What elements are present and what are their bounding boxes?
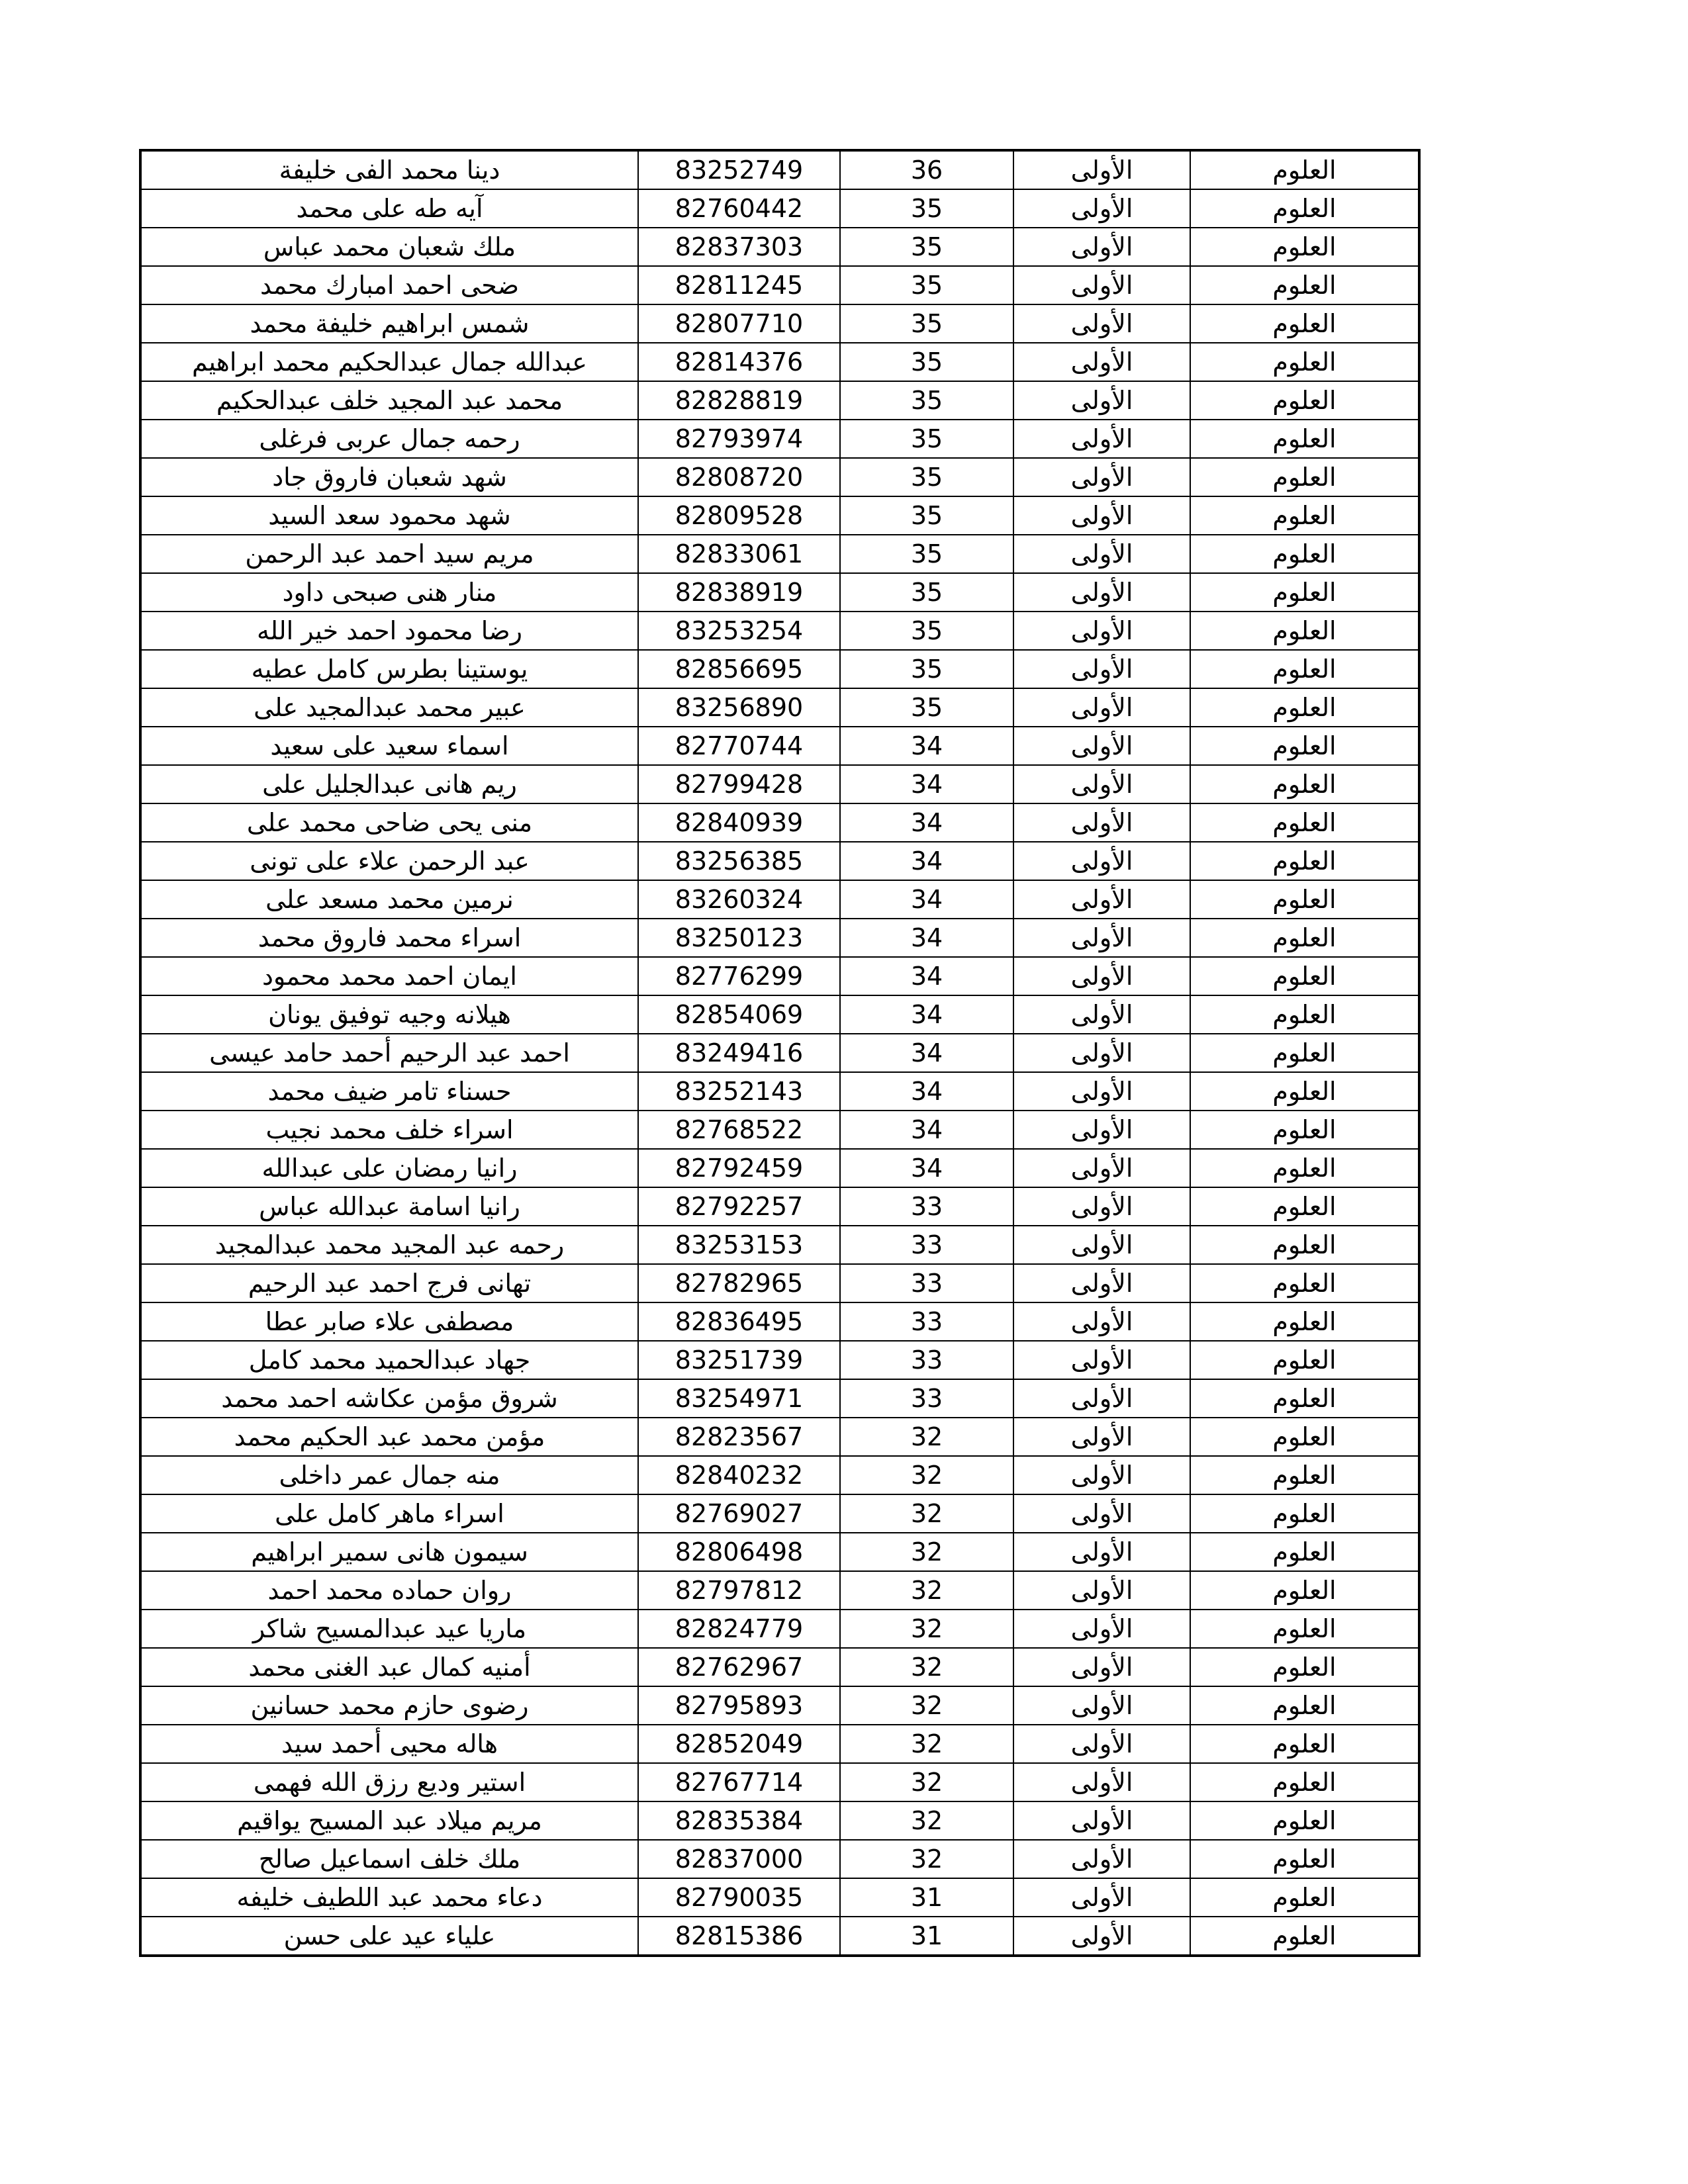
subject-cell: العلوم	[1190, 1456, 1419, 1494]
subject-cell: العلوم	[1190, 1494, 1419, 1533]
table-row	[140, 343, 1419, 381]
student-name-cell: علياء عيد على حسن	[140, 1917, 638, 1956]
subject-cell: العلوم	[1190, 803, 1419, 842]
table-row	[140, 458, 1419, 496]
seat-number-cell: 82782965	[638, 1264, 840, 1302]
round-cell: الأولى	[1013, 995, 1190, 1034]
subject-cell: العلوم	[1190, 880, 1419, 919]
seat-number-cell: 82823567	[638, 1418, 840, 1456]
student-name-cell: سيمون هانى سمير ابراهيم	[140, 1533, 638, 1571]
seat-number-cell: 83252143	[638, 1072, 840, 1111]
subject-cell: العلوم	[1190, 381, 1419, 420]
table-row	[140, 727, 1419, 765]
score-cell: 34	[840, 1072, 1013, 1111]
seat-number-cell: 82806498	[638, 1533, 840, 1571]
subject-cell: العلوم	[1190, 1264, 1419, 1302]
student-name-cell: احمد عبد الرحيم أحمد حامد عيسى	[140, 1034, 638, 1072]
score-cell: 34	[840, 957, 1013, 995]
seat-number-cell: 82776299	[638, 957, 840, 995]
student-name-cell: عبدالله جمال عبدالحكيم محمد ابراهيم	[140, 343, 638, 381]
round-cell: الأولى	[1013, 919, 1190, 957]
table-row	[140, 496, 1419, 535]
score-cell: 35	[840, 420, 1013, 458]
table-row	[140, 535, 1419, 573]
round-cell: الأولى	[1013, 1379, 1190, 1418]
seat-number-cell: 82795893	[638, 1686, 840, 1725]
seat-number-cell: 82760442	[638, 189, 840, 228]
subject-cell: العلوم	[1190, 1111, 1419, 1149]
score-cell: 33	[840, 1341, 1013, 1379]
student-name-cell: رحمه جمال عربى فرغلى	[140, 420, 638, 458]
subject-cell: العلوم	[1190, 727, 1419, 765]
round-cell: الأولى	[1013, 1456, 1190, 1494]
student-name-cell: شهد شعبان فاروق جاد	[140, 458, 638, 496]
student-name-cell: محمد عبد المجيد خلف عبدالحكيم	[140, 381, 638, 420]
student-name-cell: دعاء محمد عبد اللطيف خليفه	[140, 1878, 638, 1917]
round-cell: الأولى	[1013, 1533, 1190, 1571]
table-row	[140, 1226, 1419, 1264]
score-cell: 33	[840, 1302, 1013, 1341]
seat-number-cell: 82814376	[638, 343, 840, 381]
table-row	[140, 1648, 1419, 1686]
score-cell: 35	[840, 496, 1013, 535]
score-cell: 32	[840, 1610, 1013, 1648]
score-cell: 33	[840, 1187, 1013, 1226]
student-name-cell: ملك شعبان محمد عباس	[140, 228, 638, 266]
subject-cell: العلوم	[1190, 1763, 1419, 1801]
student-name-cell: أمنيه كمال عبد الغنى محمد	[140, 1648, 638, 1686]
seat-number-cell: 82797812	[638, 1571, 840, 1610]
score-cell: 32	[840, 1763, 1013, 1801]
round-cell: الأولى	[1013, 1494, 1190, 1533]
seat-number-cell: 82833061	[638, 535, 840, 573]
subject-cell: العلوم	[1190, 688, 1419, 727]
seat-number-cell: 83250123	[638, 919, 840, 957]
table-row	[140, 1034, 1419, 1072]
student-name-cell: حسناء تامر ضيف محمد	[140, 1072, 638, 1111]
round-cell: الأولى	[1013, 304, 1190, 343]
round-cell: الأولى	[1013, 1648, 1190, 1686]
student-name-cell: هاله محيى أحمد سيد	[140, 1725, 638, 1763]
seat-number-cell: 82792257	[638, 1187, 840, 1226]
round-cell: الأولى	[1013, 150, 1190, 189]
score-cell: 34	[840, 803, 1013, 842]
subject-cell: العلوم	[1190, 189, 1419, 228]
score-cell: 32	[840, 1648, 1013, 1686]
seat-number-cell: 82840232	[638, 1456, 840, 1494]
score-cell: 35	[840, 650, 1013, 688]
round-cell: الأولى	[1013, 573, 1190, 612]
score-cell: 34	[840, 919, 1013, 957]
subject-cell: العلوم	[1190, 1149, 1419, 1187]
score-cell: 32	[840, 1686, 1013, 1725]
score-cell: 34	[840, 1149, 1013, 1187]
round-cell: الأولى	[1013, 803, 1190, 842]
round-cell: الأولى	[1013, 1341, 1190, 1379]
subject-cell: العلوم	[1190, 995, 1419, 1034]
subject-cell: العلوم	[1190, 1878, 1419, 1917]
seat-number-cell: 82836495	[638, 1302, 840, 1341]
seat-number-cell: 83252749	[638, 150, 840, 189]
round-cell: الأولى	[1013, 1226, 1190, 1264]
seat-number-cell: 82852049	[638, 1725, 840, 1763]
subject-cell: العلوم	[1190, 496, 1419, 535]
score-cell: 35	[840, 343, 1013, 381]
round-cell: الأولى	[1013, 1034, 1190, 1072]
round-cell: الأولى	[1013, 688, 1190, 727]
table-row	[140, 1302, 1419, 1341]
round-cell: الأولى	[1013, 1725, 1190, 1763]
score-cell: 33	[840, 1264, 1013, 1302]
score-cell: 32	[840, 1801, 1013, 1840]
round-cell: الأولى	[1013, 1187, 1190, 1226]
table-row	[140, 957, 1419, 995]
table-row	[140, 304, 1419, 343]
subject-cell: العلوم	[1190, 420, 1419, 458]
round-cell: الأولى	[1013, 228, 1190, 266]
score-cell: 35	[840, 458, 1013, 496]
round-cell: الأولى	[1013, 842, 1190, 880]
seat-number-cell: 82837000	[638, 1840, 840, 1878]
round-cell: الأولى	[1013, 343, 1190, 381]
table-row	[140, 765, 1419, 803]
seat-number-cell: 82856695	[638, 650, 840, 688]
score-cell: 34	[840, 880, 1013, 919]
table-row	[140, 1533, 1419, 1571]
subject-cell: العلوم	[1190, 1379, 1419, 1418]
table-row	[140, 1725, 1419, 1763]
table-row	[140, 1341, 1419, 1379]
table-row	[140, 1878, 1419, 1917]
student-name-cell: روان حماده محمد احمد	[140, 1571, 638, 1610]
subject-cell: العلوم	[1190, 1034, 1419, 1072]
round-cell: الأولى	[1013, 765, 1190, 803]
round-cell: الأولى	[1013, 612, 1190, 650]
round-cell: الأولى	[1013, 420, 1190, 458]
score-cell: 31	[840, 1917, 1013, 1956]
subject-cell: العلوم	[1190, 1302, 1419, 1341]
round-cell: الأولى	[1013, 1801, 1190, 1840]
subject-cell: العلوم	[1190, 612, 1419, 650]
subject-cell: العلوم	[1190, 343, 1419, 381]
round-cell: الأولى	[1013, 1917, 1190, 1956]
table-row	[140, 573, 1419, 612]
table-row	[140, 266, 1419, 304]
seat-number-cell: 83253254	[638, 612, 840, 650]
table-row	[140, 1111, 1419, 1149]
round-cell: الأولى	[1013, 880, 1190, 919]
student-name-cell: يوستينا بطرس كامل عطيه	[140, 650, 638, 688]
subject-cell: العلوم	[1190, 765, 1419, 803]
student-name-cell: نرمين محمد مسعد على	[140, 880, 638, 919]
round-cell: الأولى	[1013, 1878, 1190, 1917]
subject-cell: العلوم	[1190, 535, 1419, 573]
subject-cell: العلوم	[1190, 1418, 1419, 1456]
score-cell: 34	[840, 727, 1013, 765]
seat-number-cell: 82815386	[638, 1917, 840, 1956]
subject-cell: العلوم	[1190, 266, 1419, 304]
subject-cell: العلوم	[1190, 1648, 1419, 1686]
student-name-cell: رانيا رمضان على عبدالله	[140, 1149, 638, 1187]
student-name-cell: مريم ميلاد عبد المسيح يواقيم	[140, 1801, 638, 1840]
seat-number-cell: 83249416	[638, 1034, 840, 1072]
student-name-cell: آيه طه على محمد	[140, 189, 638, 228]
round-cell: الأولى	[1013, 535, 1190, 573]
student-name-cell: هيلانه وجيه توفيق يونان	[140, 995, 638, 1034]
table-row	[140, 650, 1419, 688]
round-cell: الأولى	[1013, 1840, 1190, 1878]
student-name-cell: ضحى احمد امبارك محمد	[140, 266, 638, 304]
results-table-body	[140, 150, 1419, 1956]
student-name-cell: تهانى فرج احمد عبد الرحيم	[140, 1264, 638, 1302]
score-cell: 34	[840, 765, 1013, 803]
table-row	[140, 1494, 1419, 1533]
score-cell: 33	[840, 1226, 1013, 1264]
student-name-cell: مصطفى علاء صابر عطا	[140, 1302, 638, 1341]
seat-number-cell: 82854069	[638, 995, 840, 1034]
subject-cell: العلوم	[1190, 1686, 1419, 1725]
seat-number-cell: 83254971	[638, 1379, 840, 1418]
student-name-cell: ملك خلف اسماعيل صالح	[140, 1840, 638, 1878]
seat-number-cell: 82767714	[638, 1763, 840, 1801]
table-row	[140, 150, 1419, 189]
table-row	[140, 1840, 1419, 1878]
score-cell: 34	[840, 1111, 1013, 1149]
seat-number-cell: 82840939	[638, 803, 840, 842]
score-cell: 32	[840, 1494, 1013, 1533]
student-name-cell: منى يحى ضاحى محمد على	[140, 803, 638, 842]
round-cell: الأولى	[1013, 1610, 1190, 1648]
table-row	[140, 1571, 1419, 1610]
seat-number-cell: 82769027	[638, 1494, 840, 1533]
table-row	[140, 1610, 1419, 1648]
student-name-cell: شروق مؤمن عكاشه احمد محمد	[140, 1379, 638, 1418]
table-row	[140, 189, 1419, 228]
round-cell: الأولى	[1013, 1763, 1190, 1801]
student-name-cell: شهد محمود سعد السيد	[140, 496, 638, 535]
round-cell: الأولى	[1013, 727, 1190, 765]
score-cell: 35	[840, 304, 1013, 343]
score-cell: 32	[840, 1571, 1013, 1610]
subject-cell: العلوم	[1190, 1533, 1419, 1571]
round-cell: الأولى	[1013, 957, 1190, 995]
score-cell: 35	[840, 573, 1013, 612]
seat-number-cell: 83256890	[638, 688, 840, 727]
seat-number-cell: 83260324	[638, 880, 840, 919]
student-name-cell: منار هنى صبحى داود	[140, 573, 638, 612]
subject-cell: العلوم	[1190, 957, 1419, 995]
subject-cell: العلوم	[1190, 1341, 1419, 1379]
round-cell: الأولى	[1013, 496, 1190, 535]
score-cell: 34	[840, 842, 1013, 880]
round-cell: الأولى	[1013, 266, 1190, 304]
round-cell: الأولى	[1013, 1111, 1190, 1149]
seat-number-cell: 82811245	[638, 266, 840, 304]
score-cell: 35	[840, 266, 1013, 304]
subject-cell: العلوم	[1190, 842, 1419, 880]
score-cell: 32	[840, 1418, 1013, 1456]
score-cell: 32	[840, 1725, 1013, 1763]
student-name-cell: رانيا اسامة عبدالله عباس	[140, 1187, 638, 1226]
student-name-cell: رضا محمود احمد خير الله	[140, 612, 638, 650]
subject-cell: العلوم	[1190, 1072, 1419, 1111]
score-cell: 35	[840, 381, 1013, 420]
table-row	[140, 1072, 1419, 1111]
score-cell: 35	[840, 189, 1013, 228]
round-cell: الأولى	[1013, 1571, 1190, 1610]
subject-cell: العلوم	[1190, 1610, 1419, 1648]
table-row	[140, 1686, 1419, 1725]
subject-cell: العلوم	[1190, 304, 1419, 343]
student-name-cell: استير وديع رزق الله فهمى	[140, 1763, 638, 1801]
round-cell: الأولى	[1013, 1072, 1190, 1111]
seat-number-cell: 82790035	[638, 1878, 840, 1917]
seat-number-cell: 82792459	[638, 1149, 840, 1187]
seat-number-cell: 82807710	[638, 304, 840, 343]
round-cell: الأولى	[1013, 1302, 1190, 1341]
seat-number-cell: 82824779	[638, 1610, 840, 1648]
table-row	[140, 842, 1419, 880]
table-row	[140, 803, 1419, 842]
table-row	[140, 688, 1419, 727]
table-row	[140, 1456, 1419, 1494]
seat-number-cell: 82828819	[638, 381, 840, 420]
seat-number-cell: 82809528	[638, 496, 840, 535]
results-table	[139, 149, 1421, 1957]
seat-number-cell: 82808720	[638, 458, 840, 496]
student-name-cell: رحمه عبد المجيد محمد عبدالمجيد	[140, 1226, 638, 1264]
table-row	[140, 1801, 1419, 1840]
seat-number-cell: 82799428	[638, 765, 840, 803]
student-name-cell: شمس ابراهيم خليفة محمد	[140, 304, 638, 343]
seat-number-cell: 82768522	[638, 1111, 840, 1149]
subject-cell: العلوم	[1190, 1801, 1419, 1840]
subject-cell: العلوم	[1190, 1226, 1419, 1264]
table-row	[140, 1917, 1419, 1956]
table-row	[140, 919, 1419, 957]
table-row	[140, 880, 1419, 919]
round-cell: الأولى	[1013, 1686, 1190, 1725]
seat-number-cell: 83256385	[638, 842, 840, 880]
subject-cell: العلوم	[1190, 919, 1419, 957]
round-cell: الأولى	[1013, 1149, 1190, 1187]
subject-cell: العلوم	[1190, 1840, 1419, 1878]
round-cell: الأولى	[1013, 1264, 1190, 1302]
round-cell: الأولى	[1013, 650, 1190, 688]
score-cell: 34	[840, 1034, 1013, 1072]
student-name-cell: اسراء محمد فاروق محمد	[140, 919, 638, 957]
table-row	[140, 1418, 1419, 1456]
table-row	[140, 1379, 1419, 1418]
subject-cell: العلوم	[1190, 150, 1419, 189]
subject-cell: العلوم	[1190, 1725, 1419, 1763]
student-name-cell: منه جمال عمر داخلى	[140, 1456, 638, 1494]
seat-number-cell: 82793974	[638, 420, 840, 458]
score-cell: 32	[840, 1456, 1013, 1494]
score-cell: 35	[840, 612, 1013, 650]
seat-number-cell: 82762967	[638, 1648, 840, 1686]
score-cell: 32	[840, 1840, 1013, 1878]
round-cell: الأولى	[1013, 189, 1190, 228]
table-row	[140, 420, 1419, 458]
subject-cell: العلوم	[1190, 1917, 1419, 1956]
seat-number-cell: 82835384	[638, 1801, 840, 1840]
table-row	[140, 1187, 1419, 1226]
table-row	[140, 381, 1419, 420]
student-name-cell: دينا محمد الفى خليفة	[140, 150, 638, 189]
score-cell: 34	[840, 995, 1013, 1034]
score-cell: 35	[840, 228, 1013, 266]
student-name-cell: مريم سيد احمد عبد الرحمن	[140, 535, 638, 573]
subject-cell: العلوم	[1190, 228, 1419, 266]
seat-number-cell: 82838919	[638, 573, 840, 612]
score-cell: 35	[840, 535, 1013, 573]
seat-number-cell: 83251739	[638, 1341, 840, 1379]
student-name-cell: اسراء خلف محمد نجيب	[140, 1111, 638, 1149]
table-row	[140, 1763, 1419, 1801]
table-row	[140, 1264, 1419, 1302]
subject-cell: العلوم	[1190, 458, 1419, 496]
round-cell: الأولى	[1013, 1418, 1190, 1456]
score-cell: 35	[840, 688, 1013, 727]
score-cell: 36	[840, 150, 1013, 189]
subject-cell: العلوم	[1190, 1187, 1419, 1226]
score-cell: 32	[840, 1533, 1013, 1571]
student-name-cell: اسماء سعيد على سعيد	[140, 727, 638, 765]
table-row	[140, 1149, 1419, 1187]
subject-cell: العلوم	[1190, 650, 1419, 688]
score-cell: 31	[840, 1878, 1013, 1917]
student-name-cell: اسراء ماهر كامل على	[140, 1494, 638, 1533]
round-cell: الأولى	[1013, 381, 1190, 420]
student-name-cell: عبد الرحمن علاء على تونى	[140, 842, 638, 880]
student-name-cell: ماريا عيد عبدالمسيح شاكر	[140, 1610, 638, 1648]
table-row	[140, 612, 1419, 650]
subject-cell: العلوم	[1190, 573, 1419, 612]
student-name-cell: عبير محمد عبدالمجيد على	[140, 688, 638, 727]
student-name-cell: مؤمن محمد عبد الحكيم محمد	[140, 1418, 638, 1456]
student-name-cell: ريم هانى عبدالجليل على	[140, 765, 638, 803]
score-cell: 33	[840, 1379, 1013, 1418]
student-name-cell: رضوى حازم محمد حسانين	[140, 1686, 638, 1725]
table-row	[140, 228, 1419, 266]
round-cell: الأولى	[1013, 458, 1190, 496]
table-row	[140, 995, 1419, 1034]
seat-number-cell: 82837303	[638, 228, 840, 266]
student-name-cell: جهاد عبدالحميد محمد كامل	[140, 1341, 638, 1379]
subject-cell: العلوم	[1190, 1571, 1419, 1610]
seat-number-cell: 83253153	[638, 1226, 840, 1264]
seat-number-cell: 82770744	[638, 727, 840, 765]
student-name-cell: ايمان احمد محمد محمود	[140, 957, 638, 995]
